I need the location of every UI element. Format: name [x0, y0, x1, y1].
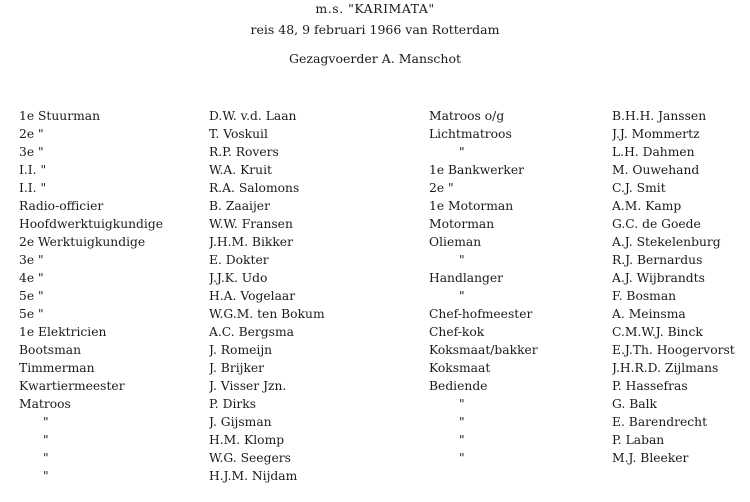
- name-column-left: [209, 107, 424, 485]
- crew-rank: Koksmaat/bakker: [429, 343, 538, 357]
- crew-name: J. Visser Jzn.: [209, 379, 287, 393]
- crew-name: E.J.Th. Hoogervorst: [612, 343, 735, 357]
- crew-name: J. Brijker: [209, 361, 265, 375]
- crew-rank: ": [459, 253, 465, 267]
- crew-rank: Koksmaat: [429, 361, 491, 375]
- crew-name: R.P. Rovers: [209, 145, 279, 159]
- crew-rank: Handlanger: [429, 271, 504, 285]
- crew-rank: 3e ": [19, 253, 44, 267]
- crew-rank: Hoofdwerktuigkundige: [19, 217, 163, 231]
- crew-name: D.W. v.d. Laan: [209, 109, 297, 123]
- crew-name: G. Balk: [612, 397, 657, 411]
- crew-name: L.H. Dahmen: [612, 145, 695, 159]
- crew-rank: Matroos: [19, 397, 71, 411]
- crew-rank: I.I. ": [19, 181, 47, 195]
- crew-rank: ": [459, 451, 465, 465]
- crew-rank: ": [459, 397, 465, 411]
- crew-name: T. Voskuil: [209, 127, 268, 141]
- ship-name: m.s. "KARIMATA": [315, 1, 435, 16]
- crew-name: J.J. Mommertz: [612, 127, 700, 141]
- crew-name: A.J. Stekelenburg: [612, 235, 721, 249]
- crew-name: J.H.M. Bikker: [209, 235, 293, 249]
- crew-rank: ": [43, 451, 49, 465]
- crew-name: P. Dirks: [209, 397, 257, 411]
- rank-column-right: [429, 107, 609, 467]
- crew-rank: ": [43, 415, 49, 429]
- crew-rank: Chef-kok: [429, 325, 485, 339]
- crew-name: H.M. Klomp: [209, 433, 285, 447]
- crew-rank: ": [43, 469, 49, 483]
- crew-name: C.J. Smit: [612, 181, 666, 195]
- crew-rank: ": [43, 433, 49, 447]
- crew-rank: Lichtmatroos: [429, 127, 512, 141]
- crew-name: J. Romeijn: [209, 343, 273, 357]
- crew-name: C.M.W.J. Binck: [612, 325, 703, 339]
- crew-rank: 2e Werktuigkundige: [19, 235, 146, 249]
- crew-name: A.J. Wijbrandts: [612, 271, 705, 285]
- crew-name: E. Dokter: [209, 253, 269, 267]
- name-column-right: [612, 107, 750, 467]
- crew-rank: 3e ": [19, 145, 44, 159]
- crew-name: W.A. Kruit: [209, 163, 272, 177]
- crew-rank: Radio-officier: [19, 199, 104, 213]
- crew-name: M.J. Bleeker: [612, 451, 689, 465]
- crew-name: B.H.H. Janssen: [612, 109, 707, 123]
- crew-name: J.J.K. Udo: [209, 271, 268, 285]
- crew-rank: I.I. ": [19, 163, 47, 177]
- crew-name: R.J. Bernardus: [612, 253, 703, 267]
- crew-name: H.A. Vogelaar: [209, 289, 296, 303]
- crew-rank: Bootsman: [19, 343, 82, 357]
- crew-rank: 4e ": [19, 271, 44, 285]
- crew-name: A.C. Bergsma: [209, 325, 294, 339]
- crew-rank: 2e ": [429, 181, 454, 195]
- crew-name: F. Bosman: [612, 289, 677, 303]
- crew-rank: 1e Stuurman: [19, 109, 101, 123]
- crew-name: H.J.M. Nijdam: [209, 469, 298, 483]
- crew-name: G.C. de Goede: [612, 217, 701, 231]
- crew-name: P. Hassefras: [612, 379, 688, 393]
- crew-name: W.W. Fransen: [209, 217, 293, 231]
- crew-rank: 5e ": [19, 307, 44, 321]
- crew-name: J. Gijsman: [209, 415, 272, 429]
- crew-name: J.H.R.D. Zijlmans: [612, 361, 719, 375]
- crew-name: A.M. Kamp: [612, 199, 682, 213]
- crew-rank: ": [459, 433, 465, 447]
- rank-column-left: [19, 107, 204, 485]
- crew-rank: ": [459, 145, 465, 159]
- crew-rank: 1e Elektricien: [19, 325, 107, 339]
- crew-rank: Motorman: [429, 217, 495, 231]
- crew-name: B. Zaaijer: [209, 199, 270, 213]
- voyage-line: reis 48, 9 februari 1966 van Rotterdam: [250, 22, 500, 37]
- crew-rank: 1e Motorman: [429, 199, 514, 213]
- crew-rank: Kwartiermeester: [19, 379, 125, 393]
- crew-name: A. Meinsma: [612, 307, 686, 321]
- crew-rank: ": [459, 289, 465, 303]
- crew-name: P. Laban: [612, 433, 665, 447]
- crew-name: W.G. Seegers: [209, 451, 291, 465]
- crew-rank: Matroos o/g: [429, 109, 505, 123]
- crew-rank: Bediende: [429, 379, 488, 393]
- crew-rank: Timmerman: [19, 361, 95, 375]
- crew-rank: Olieman: [429, 235, 482, 249]
- crew-rank: 5e ": [19, 289, 44, 303]
- crew-name: R.A. Salomons: [209, 181, 300, 195]
- crew-rank: 2e ": [19, 127, 44, 141]
- crew-name: M. Ouwehand: [612, 163, 700, 177]
- crew-rank: ": [459, 415, 465, 429]
- crew-rank: 1e Bankwerker: [429, 163, 525, 177]
- crew-name: E. Barendrecht: [612, 415, 708, 429]
- crew-name: W.G.M. ten Bokum: [209, 307, 325, 321]
- captain-line: Gezagvoerder A. Manschot: [288, 51, 462, 66]
- crew-rank: Chef-hofmeester: [429, 307, 533, 321]
